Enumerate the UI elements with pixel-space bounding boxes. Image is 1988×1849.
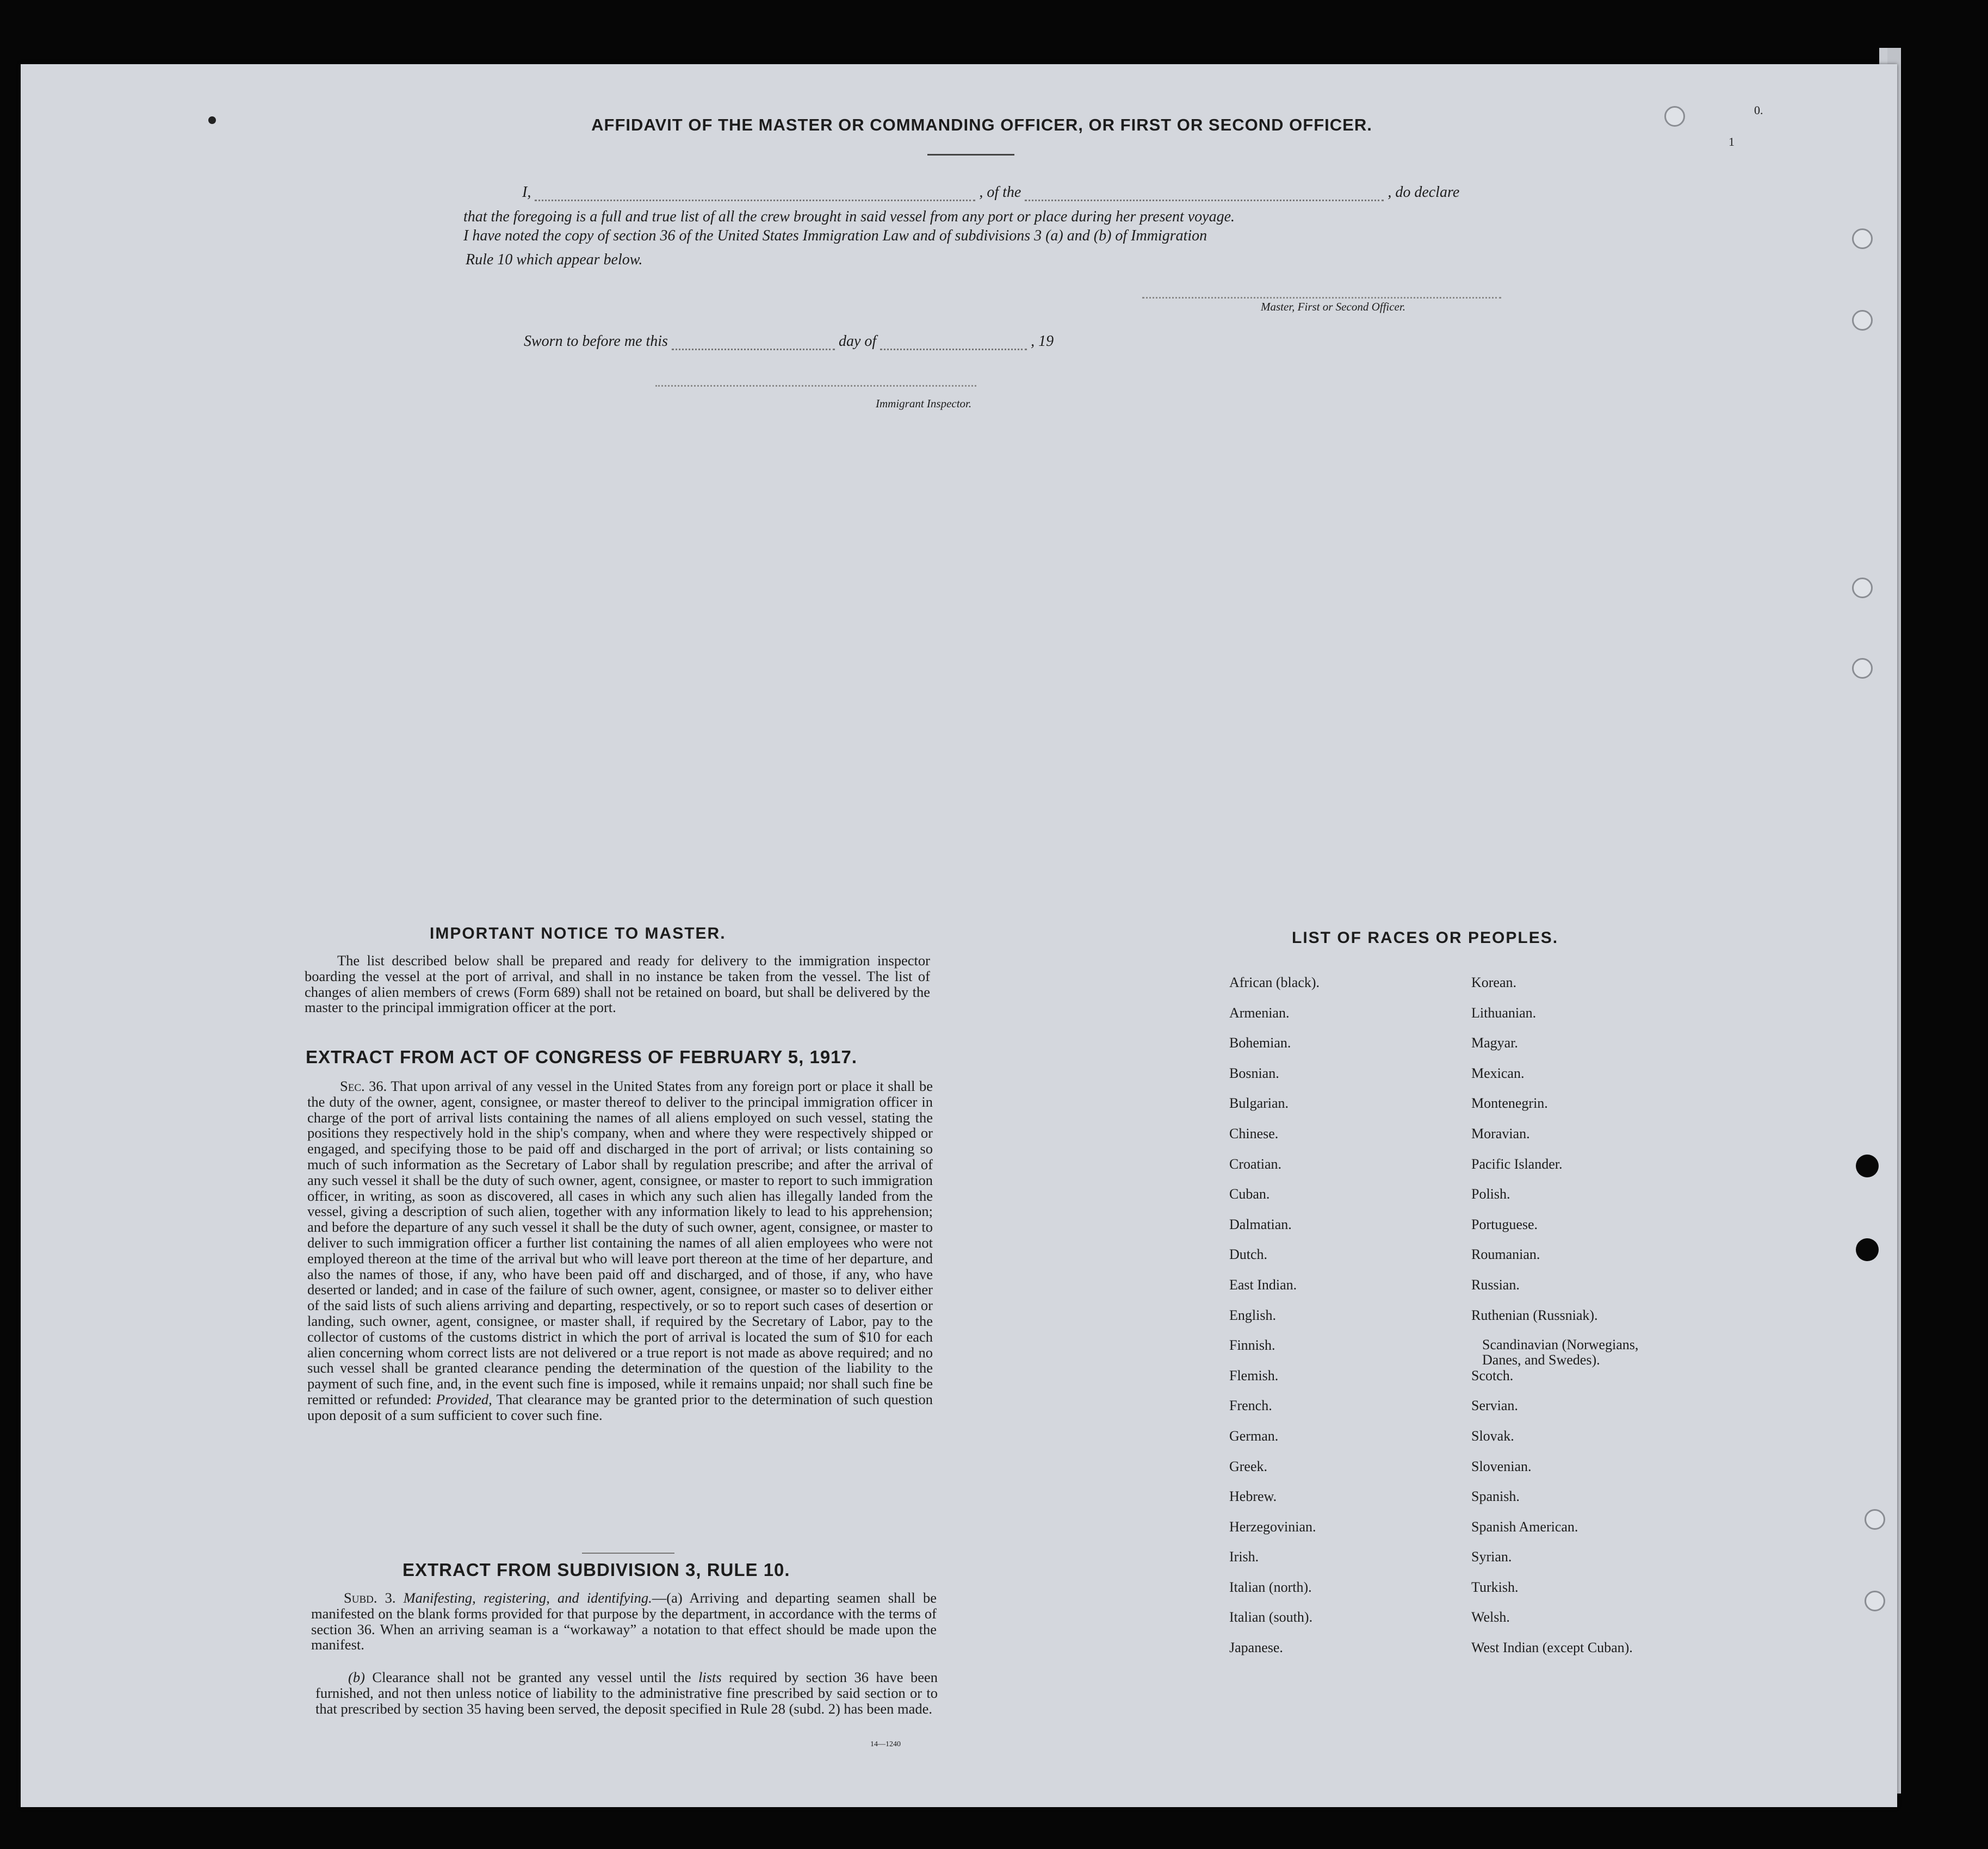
race-item-label: Bulgarian. [1229,1095,1289,1112]
race-item [1471,1579,1638,1610]
race-item [1471,1337,1638,1368]
binder-hole [1865,1591,1885,1611]
race-item [1471,1095,1638,1126]
race-item [1229,1217,1320,1247]
affidavit-declaration-line [522,184,1459,201]
section-divider [582,1553,674,1554]
race-item-label: West Indian (except Cuban). [1471,1640,1633,1656]
race-item-label: Syrian. [1471,1549,1512,1565]
affidavit-do-declare: , do declare [1388,184,1460,201]
race-item [1229,1186,1320,1217]
race-item [1229,1488,1320,1519]
race-item-continuation: Danes, and Swedes). [1482,1352,1600,1368]
race-item-label: Flemish. [1229,1367,1279,1383]
race-item [1471,1519,1638,1549]
race-item [1229,1368,1320,1398]
race-item-label: Slovak. [1471,1428,1514,1444]
race-item [1471,1126,1638,1156]
notice-text: The list described below shall be prepared and ready for delivery to the immigration inspector boarding the vessel at the port of arrival, and shall in no instance be taken from the vessel. The list of changes of alien members of crews (Form 689) shall not be retained on board, but shall be delivered by the master to the principal immigration officer at the port. [305,952,930,1016]
race-item-label: Croatian. [1229,1156,1282,1172]
race-item-label: Turkish. [1471,1579,1519,1595]
binder-hole-punched [1856,1155,1879,1177]
binder-hole [1664,106,1685,127]
race-item [1229,1398,1320,1428]
rule-extract-title: EXTRACT FROM SUBDIVISION 3, RULE 10. [402,1560,790,1580]
binder-hole [1852,310,1873,331]
section-label: Sec. 36. [340,1078,387,1094]
affidavit-title: AFFIDAVIT OF THE MASTER OR COMMANDING OFFICER, OR FIRST OR SECOND OFFICER. [591,115,1372,134]
race-item [1229,1246,1320,1277]
year-text: , 19 [1031,333,1054,350]
binder-hole [1865,1509,1885,1530]
sworn-month-field[interactable] [880,349,1027,350]
race-item [1471,1609,1638,1640]
subd-a-text [311,1590,937,1653]
race-item [1471,1368,1638,1398]
subd-a-body: —(a) Arriving and departing seamen shall be manifested on the blank forms provided for that purpose by the department, in accordance with the terms of section 36. When an arriving seaman is a “workaway” a notation to that effect should be made upon the manifest. [311,1590,937,1653]
race-item-label: Dutch. [1229,1246,1268,1263]
races-right-column [1471,975,1638,1670]
subd-label: Subd. 3. [344,1590,396,1606]
race-item [1471,1217,1638,1247]
notice-title: IMPORTANT NOTICE TO MASTER. [430,924,726,942]
race-item-label: Slovenian. [1471,1458,1532,1474]
sworn-day-field[interactable] [672,349,835,350]
race-item [1229,1277,1320,1307]
subd-b-body-1: Clearance shall not be granted any vessel until the [372,1669,691,1685]
race-item-label: Roumanian. [1471,1246,1540,1263]
race-item-label: Bohemian. [1229,1035,1291,1051]
race-item [1229,1126,1320,1156]
races-title: LIST OF RACES OR PEOPLES. [1292,929,1559,947]
race-item [1471,1005,1638,1035]
race-item [1229,1035,1320,1065]
race-item [1471,1156,1638,1187]
race-item-label: Welsh. [1471,1609,1510,1625]
race-item [1229,1156,1320,1187]
race-item [1471,1428,1638,1459]
race-item [1229,1579,1320,1610]
race-item [1471,1277,1638,1307]
race-item-label: Cuban. [1229,1186,1270,1202]
race-item-label: Scandinavian (Norwegians, [1482,1337,1639,1353]
race-item [1229,975,1320,1005]
race-item [1471,975,1638,1005]
race-item [1229,1005,1320,1035]
inspector-signature-field[interactable] [655,385,976,387]
race-item-label: Korean. [1471,975,1517,990]
race-item-label: German. [1229,1428,1279,1444]
race-item [1229,1519,1320,1549]
vessel-name-field[interactable] [1025,200,1384,201]
sworn-text: Sworn to before me this [524,333,668,350]
affidavit-i: I, [522,184,531,201]
binder-hole-punched [1856,1238,1879,1261]
margin-mark: 0. [1754,103,1763,117]
section-body-end: That clearance may be granted prior to the determination of such question upon deposit of a sum sufficient to cover such fine. [307,1391,933,1423]
race-item-label: Montenegrin. [1471,1095,1548,1112]
race-item [1229,1307,1320,1338]
race-item [1471,1307,1638,1338]
binder-hole [1852,228,1873,249]
subd-b-lists: lists [698,1669,722,1685]
title-rule [927,154,1014,156]
race-item [1229,1549,1320,1579]
races-left-column [1229,975,1320,1670]
race-item [1471,1488,1638,1519]
binder-hole [1852,578,1873,598]
race-item [1471,1065,1638,1096]
race-item-label: Finnish. [1229,1337,1275,1354]
sworn-line [524,333,1054,350]
race-item [1229,1428,1320,1459]
race-item-label: Spanish. [1471,1488,1520,1505]
race-item-label: Armenian. [1229,1004,1290,1021]
margin-mark-tick: 1 [1729,135,1735,148]
day-of-text: day of [838,333,877,350]
race-item [1471,1459,1638,1489]
master-name-field[interactable] [535,200,975,201]
race-item-label: Herzegovinian. [1229,1518,1316,1535]
race-item [1471,1398,1638,1428]
race-item [1471,1035,1638,1065]
race-item-label: French. [1229,1398,1272,1414]
subd-b-text [315,1670,938,1716]
binder-hole [1852,658,1873,679]
race-item-label: Servian. [1471,1398,1518,1414]
race-item-label: Magyar. [1471,1035,1518,1051]
race-item [1229,1065,1320,1096]
section-body: That upon arrival of any vessel in the United States from any foreign port or place it shall be the duty of the owner, agent, consignee, or master thereof to deliver to the principal immigration officer in charge of the port of arrival lists containing the names of all aliens employed on such vessel, stating the positions they respectively hold in the ship's company, when and where they were respectively shipped or engaged, and specifying those to be paid off and discharged in the port of arrival; or lists containing so much of such information as the Secretary of Labor shall by regulation prescribe; and after the arrival of any such vessel it shall be the duty of such owner, agent, consignee, or master to report to such immigration officer, in writing, as soon as discovered, all cases in which any such alien has illegally landed from the vessel, giving a description of such alien, together with any information likely to lead to his apprehension; and before the departure of any such vessel it shall be the duty of such owner, agent, consignee, or master to deliver to such immigration officer a further list containing the names of all alien employees who were not employed thereon at the time of the arrival but who will leave port thereon at the time of her departure, and also the names of those, if any, who have been paid off and discharged, and of those, if any, who have deserted or landed; and in case of the failure of such owner, agent, consignee, or master so to deliver either of the said lists of such aliens arriving and departing, respectively, or so to report such cases of desertion or landing, such owner, agent, consignee, or master shall, if required by the Secretary of Labor, pay to the collector of customs of the customs district in which the port of arrival is located the sum of $10 for each alien concerning whom correct lists are not delivered or a true report is not made as above required; and no such vessel shall be granted clearance pending the determination of the question of the liability to the payment of such fine, and, in the event such fine is imposed, while it remains unpaid; nor shall such fine be remitted or refunded: [307,1078,933,1407]
race-item-label: Hebrew. [1229,1488,1277,1505]
race-item-label: Moravian. [1471,1125,1530,1141]
race-item-label: Russian. [1471,1276,1520,1293]
race-item-label: English. [1229,1307,1276,1323]
race-item-label: Polish. [1471,1186,1510,1202]
act-section-text [307,1078,933,1423]
race-item-label: Spanish American. [1471,1518,1578,1535]
race-item-label: Italian (south). [1229,1609,1313,1625]
subd-b-label: (b) [348,1669,365,1685]
form-number: 14—1240 [870,1740,901,1748]
race-item-label: Pacific Islander. [1471,1156,1563,1172]
race-item-label: Irish. [1229,1549,1259,1565]
race-item-label: Mexican. [1471,1065,1525,1081]
race-item [1229,1337,1320,1368]
affidavit-line-3: I have noted the copy of section 36 of the United States Immigration Law and of subdivisions 3 (a) and (b) of Immigration [463,227,1207,244]
race-item-label: Lithuanian. [1471,1004,1537,1021]
race-item [1471,1640,1638,1670]
race-item-label: Greek. [1229,1458,1268,1474]
act-extract-title: EXTRACT FROM ACT OF CONGRESS OF FEBRUARY 5, 1917. [306,1047,858,1067]
race-item-label: Italian (north). [1229,1579,1312,1595]
race-item-label: Dalmatian. [1229,1216,1292,1232]
race-item-label: Japanese. [1229,1640,1283,1656]
race-item-label: Portuguese. [1471,1216,1538,1232]
race-item-label: Bosnian. [1229,1065,1279,1081]
race-item [1229,1095,1320,1126]
race-item [1229,1640,1320,1670]
race-item [1229,1459,1320,1489]
subd-b-body-2: required by section 36 have been furnished, and not then unless notice of liability to the administrative fine prescribed by said section or to that prescribed by section 35 having been served, the deposit specified in Rule 28 (subd. 2) has been made. [315,1669,938,1717]
affidavit-of-the: , of the [979,184,1021,201]
affidavit-line-2: that the foregoing is a full and true list of all the crew brought in said vessel from any port or place during her present voyage. [463,208,1235,225]
race-item [1471,1246,1638,1277]
race-item [1229,1609,1320,1640]
affidavit-line-4: Rule 10 which appear below. [466,251,643,268]
race-item-label: Chinese. [1229,1125,1279,1141]
race-item-label: East Indian. [1229,1276,1297,1293]
race-item [1471,1549,1638,1579]
provided-word: Provided, [436,1391,492,1407]
race-item [1471,1186,1638,1217]
master-signature-label: Master, First or Second Officer. [1261,300,1405,313]
ink-blot [208,116,216,124]
inspector-label: Immigrant Inspector. [876,397,972,410]
race-item-label: Scotch. [1471,1367,1514,1383]
race-item-label: Ruthenian (Russniak). [1471,1307,1598,1323]
race-item-label: African (black). [1229,975,1320,990]
subd-heading: Manifesting, registering, and identifying. [403,1590,652,1606]
master-signature-field[interactable] [1142,297,1501,299]
